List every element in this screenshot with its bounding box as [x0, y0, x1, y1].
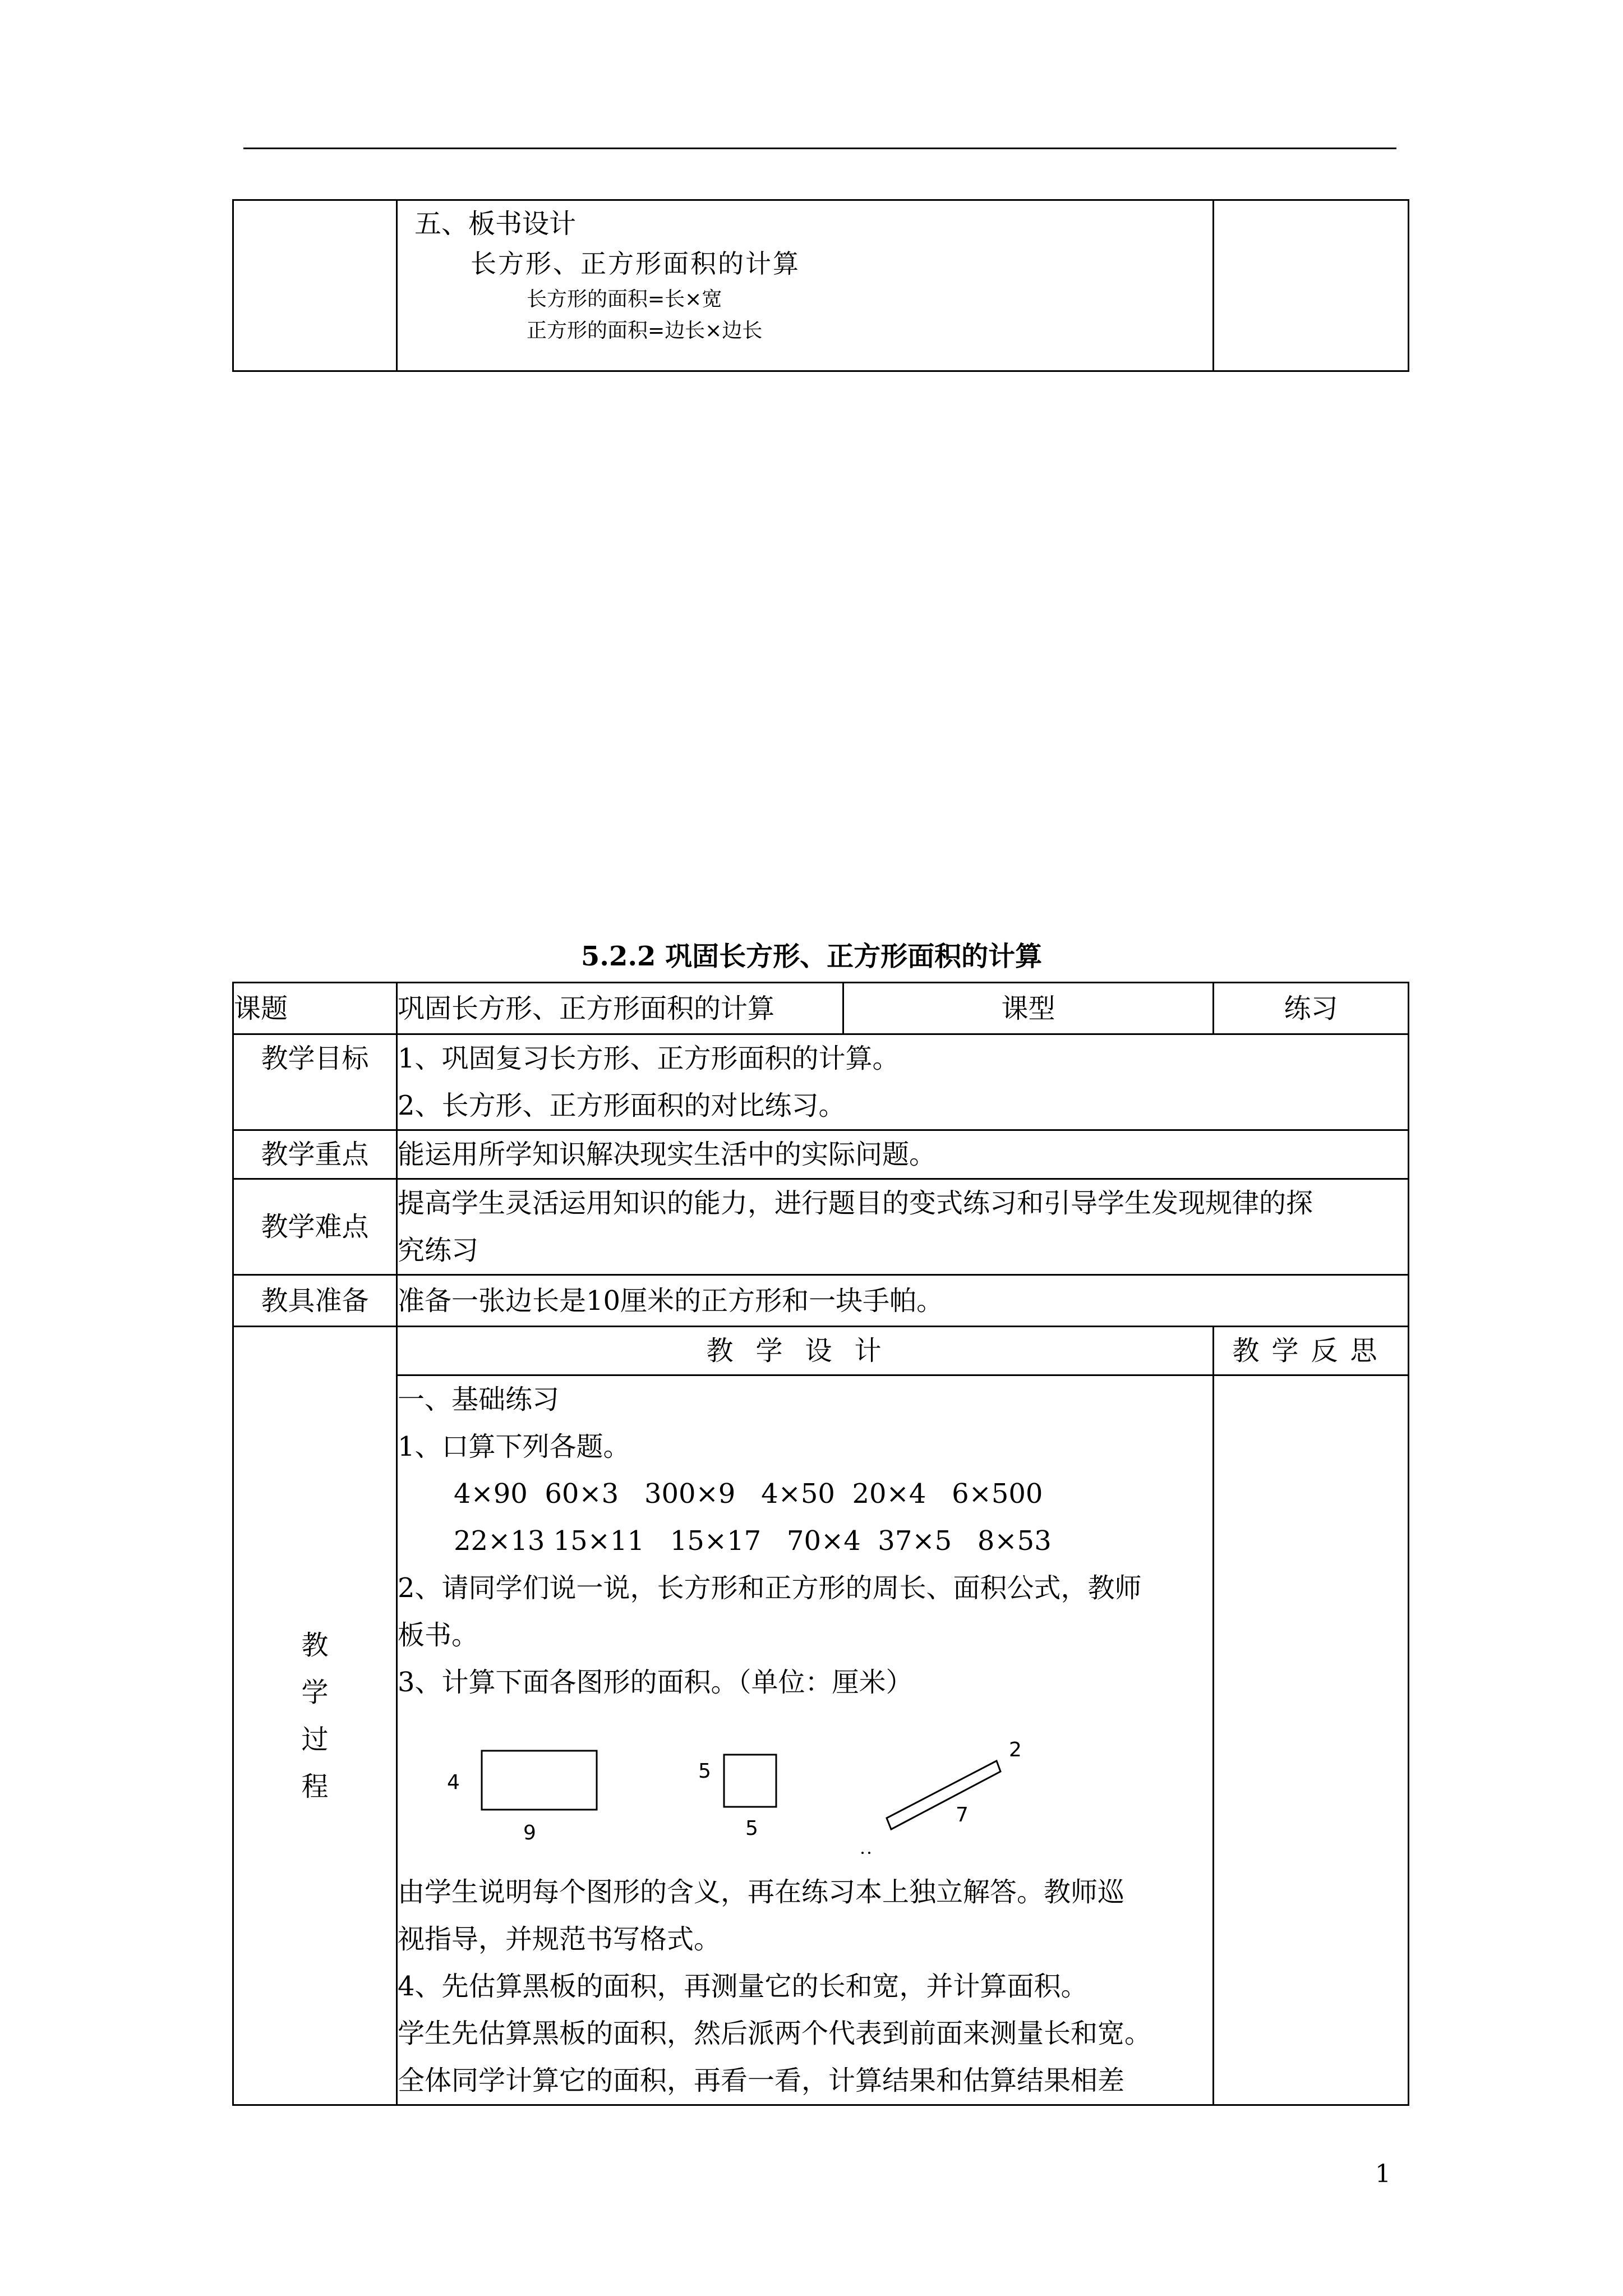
board-right-cell	[1214, 200, 1409, 371]
square-side-left-label: 5	[698, 1760, 711, 1783]
process-char: 过	[301, 1723, 329, 1755]
rect-height-label: 4	[447, 1771, 460, 1794]
design-header: 教学设计	[397, 1327, 1214, 1375]
difficulty-line: 究练习	[398, 1235, 479, 1266]
type-label: 课型	[843, 983, 1214, 1034]
dot-mark	[868, 1852, 870, 1854]
shape-figures	[398, 1706, 1183, 1869]
topic-value: 巩固长方形、正方形面积的计算	[397, 983, 843, 1034]
board-heading: 五、板书设计	[414, 208, 577, 240]
exercise-item-cont: 板书。	[398, 1619, 479, 1651]
materials-label: 教具准备	[233, 1275, 397, 1327]
dot-mark	[861, 1852, 864, 1854]
calc-row: 4×90 60×3 300×9 4×50 20×4 6×500	[454, 1478, 1043, 1510]
formula-rectangle: 长方形的面积=长×宽	[527, 288, 722, 311]
difficulty-line: 提高学生灵活运用知识的能力，进行题目的变式练习和引导学生发现规律的探	[398, 1188, 1313, 1219]
process-label-cell	[233, 1327, 397, 2105]
goals-cell	[397, 1034, 1409, 1130]
slanted-width-label: 2	[1009, 1738, 1022, 1761]
section-heading: 一、基础练习	[398, 1384, 560, 1415]
board-content-cell	[397, 200, 1214, 371]
exercise-item-cont: 学生先估算黑板的面积，然后派两个代表到前面来测量长和宽。	[398, 2018, 1152, 2049]
slanted-length-label: 7	[956, 1803, 969, 1826]
square-shape	[724, 1755, 776, 1807]
board-title: 长方形、正方形面积的计算	[471, 249, 800, 279]
explain-line: 视指导，并规范书写格式。	[398, 1924, 721, 1955]
board-design-table	[232, 199, 1409, 372]
exercise-item-cont: 全体同学计算它的面积，再看一看，计算结果和估算结果相差	[398, 2065, 1125, 2096]
difficulty-cell	[397, 1179, 1409, 1275]
process-char: 教	[301, 1629, 329, 1661]
exercise-item: 2、请同学们说一说，长方形和正方形的周长、面积公式，教师	[398, 1572, 1142, 1604]
reflection-cell	[1214, 1375, 1409, 2105]
rectangle-shape	[482, 1751, 597, 1810]
type-value: 练习	[1214, 983, 1409, 1034]
goals-label: 教学目标	[233, 1034, 397, 1130]
figures-area	[398, 1706, 1212, 1869]
difficulty-label: 教学难点	[233, 1179, 397, 1275]
key-label: 教学重点	[233, 1130, 397, 1179]
key-value: 能运用所学知识解决现实生活中的实际问题。	[397, 1130, 1409, 1179]
topic-label: 课题	[233, 983, 397, 1034]
exercise-item: 3、计算下面各图形的面积。（单位：厘米）	[398, 1667, 913, 1698]
calc-row: 22×13 15×11 15×17 70×4 37×5 8×53	[454, 1525, 1052, 1557]
header-rule	[243, 148, 1396, 149]
goal-item: 1、巩固复习长方形、正方形面积的计算。	[398, 1043, 900, 1074]
materials-value: 准备一张边长是10厘米的正方形和一块手帕。	[397, 1275, 1409, 1327]
lesson-plan-table	[232, 982, 1409, 2106]
exercise-item: 4、先估算黑板的面积，再测量它的长和宽，并计算面积。	[398, 1971, 1088, 2002]
lesson-title: 5.2.2 巩固长方形、正方形面积的计算	[580, 941, 1043, 972]
goal-item: 2、长方形、正方形面积的对比练习。	[398, 1090, 846, 1121]
explain-line: 由学生说明每个图形的含义，再在练习本上独立解答。教师巡	[398, 1876, 1125, 1908]
process-char: 学	[301, 1676, 329, 1708]
slanted-rectangle-shape	[887, 1761, 1000, 1829]
process-char: 程	[301, 1770, 329, 1802]
square-side-bottom-label: 5	[745, 1817, 758, 1840]
reflection-header: 教学反思	[1214, 1327, 1409, 1375]
board-left-cell	[233, 200, 397, 371]
formula-square: 正方形的面积=边长×边长	[527, 319, 763, 342]
process-content-cell	[397, 1375, 1214, 2105]
page-number: 1	[1375, 2160, 1391, 2188]
rect-width-label: 9	[523, 1821, 536, 1844]
exercise-item: 1、口算下列各题。	[398, 1431, 630, 1462]
